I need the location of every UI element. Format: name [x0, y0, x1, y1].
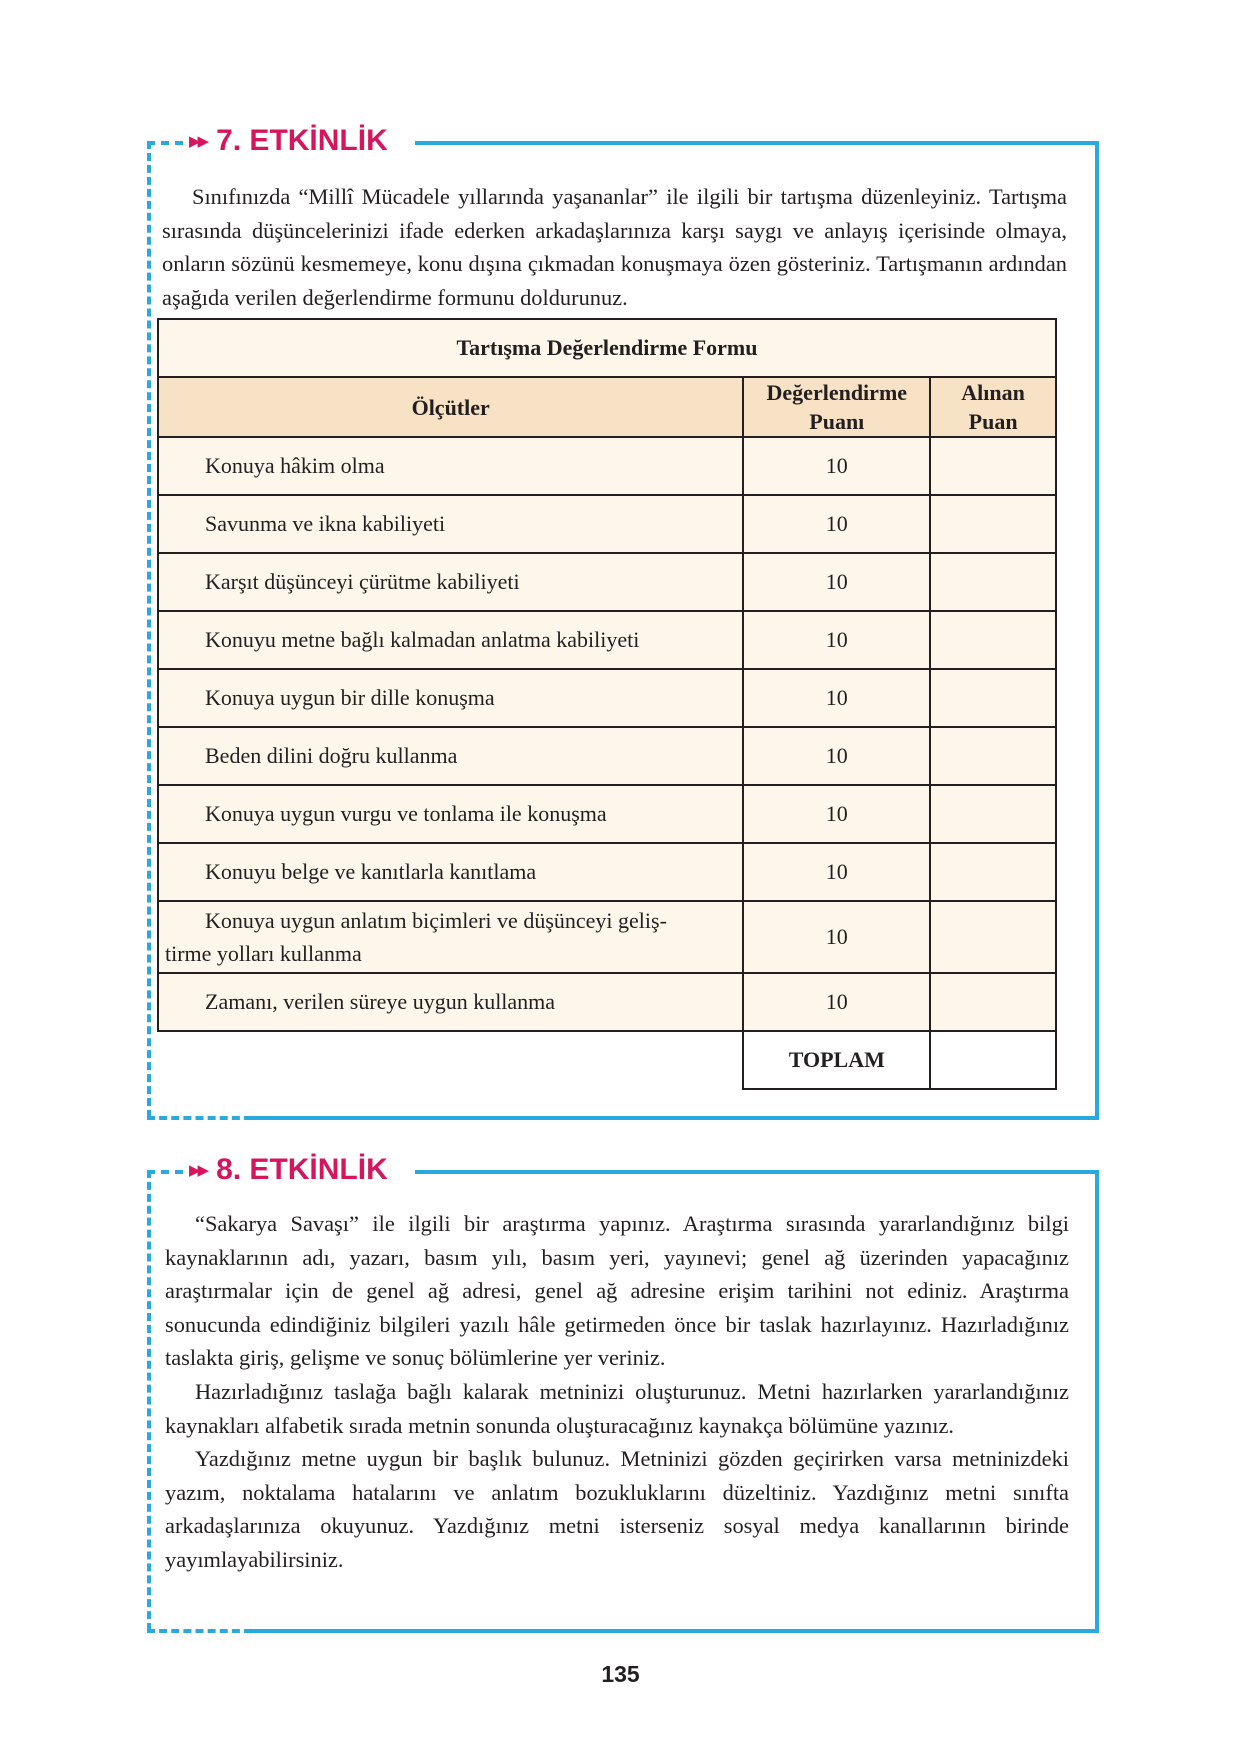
criterion-cell: Konuya uygun bir dille konuşma	[158, 669, 743, 727]
criterion-cell: Karşıt düşünceyi çürütme kabiliyeti	[158, 553, 743, 611]
column-header-criteria: Ölçütler	[158, 377, 743, 437]
frame-bottom-dash	[147, 1629, 252, 1633]
frame-right-line	[1095, 1170, 1099, 1633]
points-cell: 10	[743, 785, 930, 843]
frame-bottom-line	[252, 1116, 1099, 1120]
table-row	[158, 727, 1056, 785]
criterion-cell: Konuyu belge ve kanıtlarla kanıtlama	[158, 843, 743, 901]
received-score-cell[interactable]	[930, 785, 1056, 843]
frame-left-dash	[147, 1170, 151, 1631]
column-header-points-line2: Puanı	[809, 409, 865, 434]
frame-left-dash	[147, 141, 151, 1118]
points-cell: 10	[743, 553, 930, 611]
total-row	[158, 1031, 1056, 1089]
page-number: 135	[601, 1661, 640, 1687]
table-row	[158, 843, 1056, 901]
criterion-cell: Beden dilini doğru kullanma	[158, 727, 743, 785]
frame-top-line	[415, 1170, 1099, 1174]
points-cell: 10	[743, 973, 930, 1031]
frame-bottom-line	[252, 1629, 1099, 1633]
received-score-cell[interactable]	[930, 669, 1056, 727]
activity-8-paragraph: Hazırladığınız taslağa bağlı kalarak metninizi oluşturunuz. Metni hazırlarken yararlandığınız kaynakları alfabetik sırada metnin sonunda oluşturacağınız kaynakça bölümüne yazınız.	[165, 1378, 1069, 1438]
received-score-cell[interactable]	[930, 611, 1056, 669]
criterion-cell: Zamanı, verilen süreye uygun kullanma	[158, 973, 743, 1031]
points-cell: 10	[743, 727, 930, 785]
column-header-received-line1: Alınan	[961, 380, 1025, 405]
criterion-cell	[158, 901, 743, 973]
points-cell: 10	[743, 437, 930, 495]
total-spacer	[158, 1031, 743, 1089]
criterion-line-2: tirme yolları kullanma	[165, 941, 362, 966]
frame-top-line	[415, 141, 1099, 145]
criterion-cell: Savunma ve ikna kabiliyeti	[158, 495, 743, 553]
received-score-cell[interactable]	[930, 495, 1056, 553]
frame-bottom-dash	[147, 1116, 252, 1120]
received-score-cell[interactable]	[930, 901, 1056, 973]
received-score-cell[interactable]	[930, 553, 1056, 611]
activity-7-paragraph: Sınıfınızda “Millî Mücadele yıllarında yaşananlar” ile ilgili bir tartışma düzenleyiniz. Tartışma sırasında düşüncelerinizi ifade ederken arkadaşlarınıza karşı saygı ve anlayış içerisinde olmaya, onların sözünü kesmemeye, konu dışına çıkmadan konuşmaya özen gösteriniz. Tartışmanın ardından aşağıda verilen değerlendirme formunu doldurunuz.	[162, 184, 1067, 310]
activity-8-heading	[183, 1153, 394, 1187]
activity-8-paragraph: Yazdığınız metne uygun bir başlık bulunuz. Metninizi gözden geçirirken varsa metninizdeki yazım, noktalama hatalarını ve anlatım bozukluklarını düzeltiniz. Yazdığınız metni sınıfta arkadaşlarınıza okuyunuz. Yazdığınız metni isterseniz sosyal medya kanallarının birinde yayımlayabilirsiniz.	[165, 1446, 1069, 1572]
criterion-cell: Konuya hâkim olma	[158, 437, 743, 495]
activity-8-instructions	[165, 1207, 1069, 1577]
points-cell: 10	[743, 611, 930, 669]
double-chevron-right-icon: ▶▶	[189, 133, 207, 150]
criterion-cell: Konuyu metne bağlı kalmadan anlatma kabiliyeti	[158, 611, 743, 669]
table-row	[158, 669, 1056, 727]
activity-7-title: 7. ETKİNLİK	[216, 124, 388, 157]
table-row	[158, 437, 1056, 495]
table-row	[158, 785, 1056, 843]
table-row	[158, 611, 1056, 669]
frame-top-dash	[147, 1170, 183, 1174]
table-row	[158, 973, 1056, 1031]
table-row	[158, 901, 1056, 973]
activity-7-heading	[183, 124, 394, 158]
received-score-cell[interactable]	[930, 437, 1056, 495]
points-cell: 10	[743, 495, 930, 553]
points-cell: 10	[743, 843, 930, 901]
column-header-points	[743, 377, 930, 437]
double-chevron-right-icon: ▶▶	[189, 1162, 207, 1179]
total-score-cell[interactable]	[930, 1031, 1056, 1089]
points-cell: 10	[743, 669, 930, 727]
criterion-line-1: Konuya uygun anlatım biçimleri ve düşünceyi geliş-	[205, 908, 667, 933]
points-cell: 10	[743, 901, 930, 973]
criterion-cell: Konuya uygun vurgu ve tonlama ile konuşma	[158, 785, 743, 843]
received-score-cell[interactable]	[930, 843, 1056, 901]
column-header-received-line2: Puan	[968, 409, 1018, 434]
frame-right-line	[1095, 141, 1099, 1120]
table-row	[158, 553, 1056, 611]
table-row	[158, 495, 1056, 553]
received-score-cell[interactable]	[930, 727, 1056, 785]
received-score-cell[interactable]	[930, 973, 1056, 1031]
column-header-received	[930, 377, 1056, 437]
total-label: TOPLAM	[743, 1031, 930, 1089]
form-title: Tartışma Değerlendirme Formu	[158, 319, 1056, 377]
column-header-points-line1: Değerlendirme	[766, 380, 908, 405]
frame-top-dash	[147, 141, 183, 145]
activity-7-instructions	[162, 180, 1067, 314]
activity-8-title: 8. ETKİNLİK	[216, 1153, 388, 1186]
activity-8-paragraph: “Sakarya Savaşı” ile ilgili bir araştırma yapınız. Araştırma sırasında yararlandığınız bilgi kaynaklarının adı, yazarı, basım yılı, basım yeri, yayınevi; genel ağ üzerinden yapacağınız araştırmalar için de genel ağ adresi, genel ağ adresine erişim tarihini not ediniz. Araştırma sonucunda edindiğiniz bilgileri yazılı hâle getirmeden önce bir taslak hazırlayınız. Hazırladığınız taslakta giriş, gelişme ve sonuç bölümlerine yer veriniz.	[165, 1211, 1069, 1371]
evaluation-form-table	[157, 318, 1057, 1090]
